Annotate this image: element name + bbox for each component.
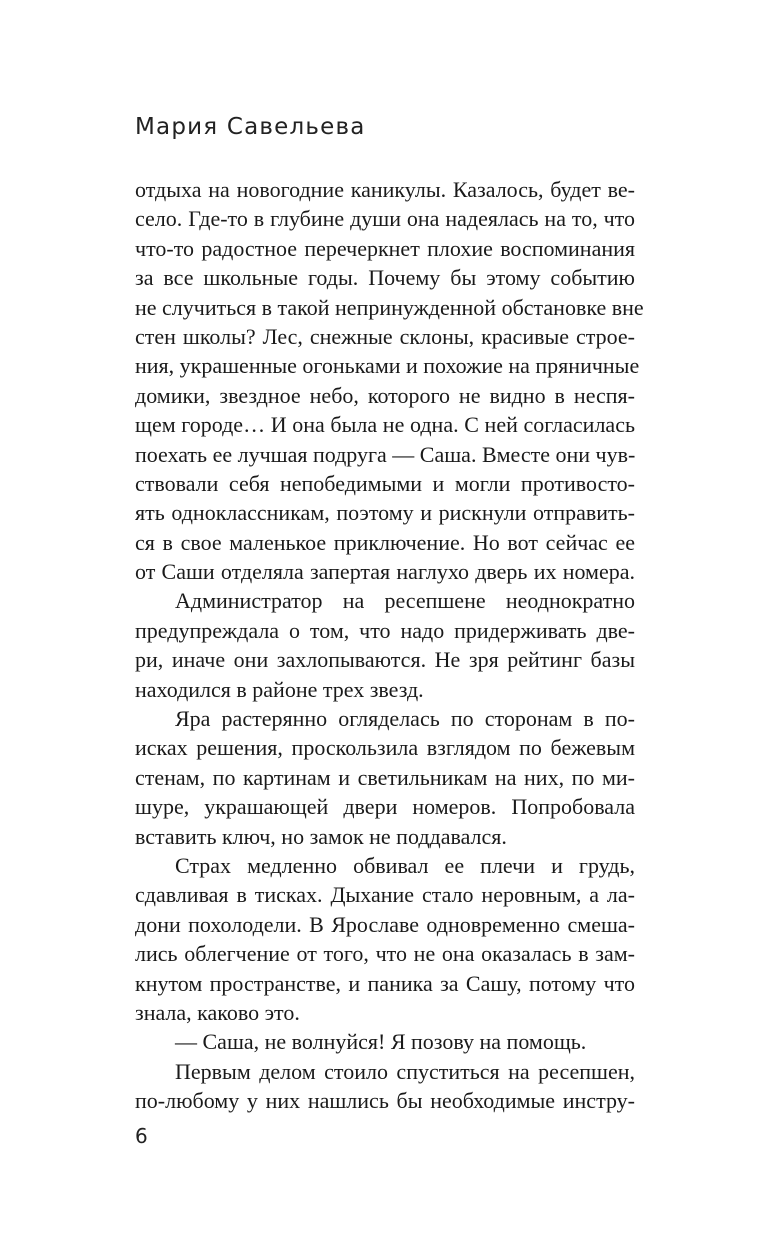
text-line: находился в районе трех звезд. [135,676,424,702]
text-line: — Саша, не волнуйся! Я позову на помощь. [175,1029,587,1055]
text-line: поехать ее лучшая подруга — Саша. Вместе они чув- [135,441,636,467]
running-head: Мария Савельева [135,114,366,140]
text-line: сдавливая в тисках. Дыхание стало неровным, а ла- [135,882,635,908]
text-line: Первым делом стоило спуститься на ресепшен, [175,1058,635,1084]
text-line: исках решения, проскользила взглядом по бежевым [135,735,635,761]
text-line: шуре, украшающей двери номеров. Попробовала [135,794,635,820]
text-line: Администратор на ресепшене неоднократно [175,588,635,614]
text-line: от Саши отделяла запертая наглухо дверь их номера. [135,559,635,585]
text-line: Страх медленно обвивал ее плечи и грудь, [175,852,635,878]
text-line: стенам, по картинам и светильникам на них, по ми- [135,764,635,790]
page-number: 6 [135,1124,148,1148]
text-line: домики, звездное небо, которого не видно в неспя- [135,382,635,408]
text-line: за все школьные годы. Почему бы этому событию [135,265,635,291]
text-line: вставить ключ, но замок не поддавался. [135,823,507,849]
text-line: по-любому у них нашлись бы необходимые инстру- [135,1088,635,1114]
text-line: щем городе… И она была не одна. С ней согласилась [135,412,635,438]
text-line: кнутом пространстве, и паника за Сашу, потому что [135,970,635,996]
text-line: отдыха на новогодние каникулы. Казалось, будет ве- [135,177,635,202]
text-line: ствовали себя непобедимыми и могли противосто- [135,470,635,496]
text-line: село. Где-то в глубине души она надеялась на то, что [135,206,635,232]
text-line: ри, иначе они захлопываются. Не зря рейтинг базы [135,647,635,673]
text-line: лись облегчение от того, что не она оказалась в зам- [135,941,635,967]
text-line: стен школы? Лес, снежные склоны, красивые строе- [135,323,635,349]
text-line: предупреждала о том, что надо придерживать две- [135,617,635,643]
text-line: что-то радостное перечеркнет плохие воспоминания [135,235,635,261]
text-line: ся в свое маленькое приключение. Но вот сейчас ее [135,529,635,555]
text-line: ния, украшенные огоньками и похожие на пряничные [135,353,640,379]
body-text [135,175,644,1116]
text-line: знала, каково это. [135,999,300,1025]
text-line: ять одноклассникам, поэтому и рискнули отправить- [135,500,635,526]
text-line: не случиться в такой непринужденной обстановке вне [135,294,644,320]
text-line: Яра растерянно огляделась по сторонам в по- [175,706,635,732]
text-line: дони похолодели. В Ярославе одновременно смеша- [135,911,635,937]
